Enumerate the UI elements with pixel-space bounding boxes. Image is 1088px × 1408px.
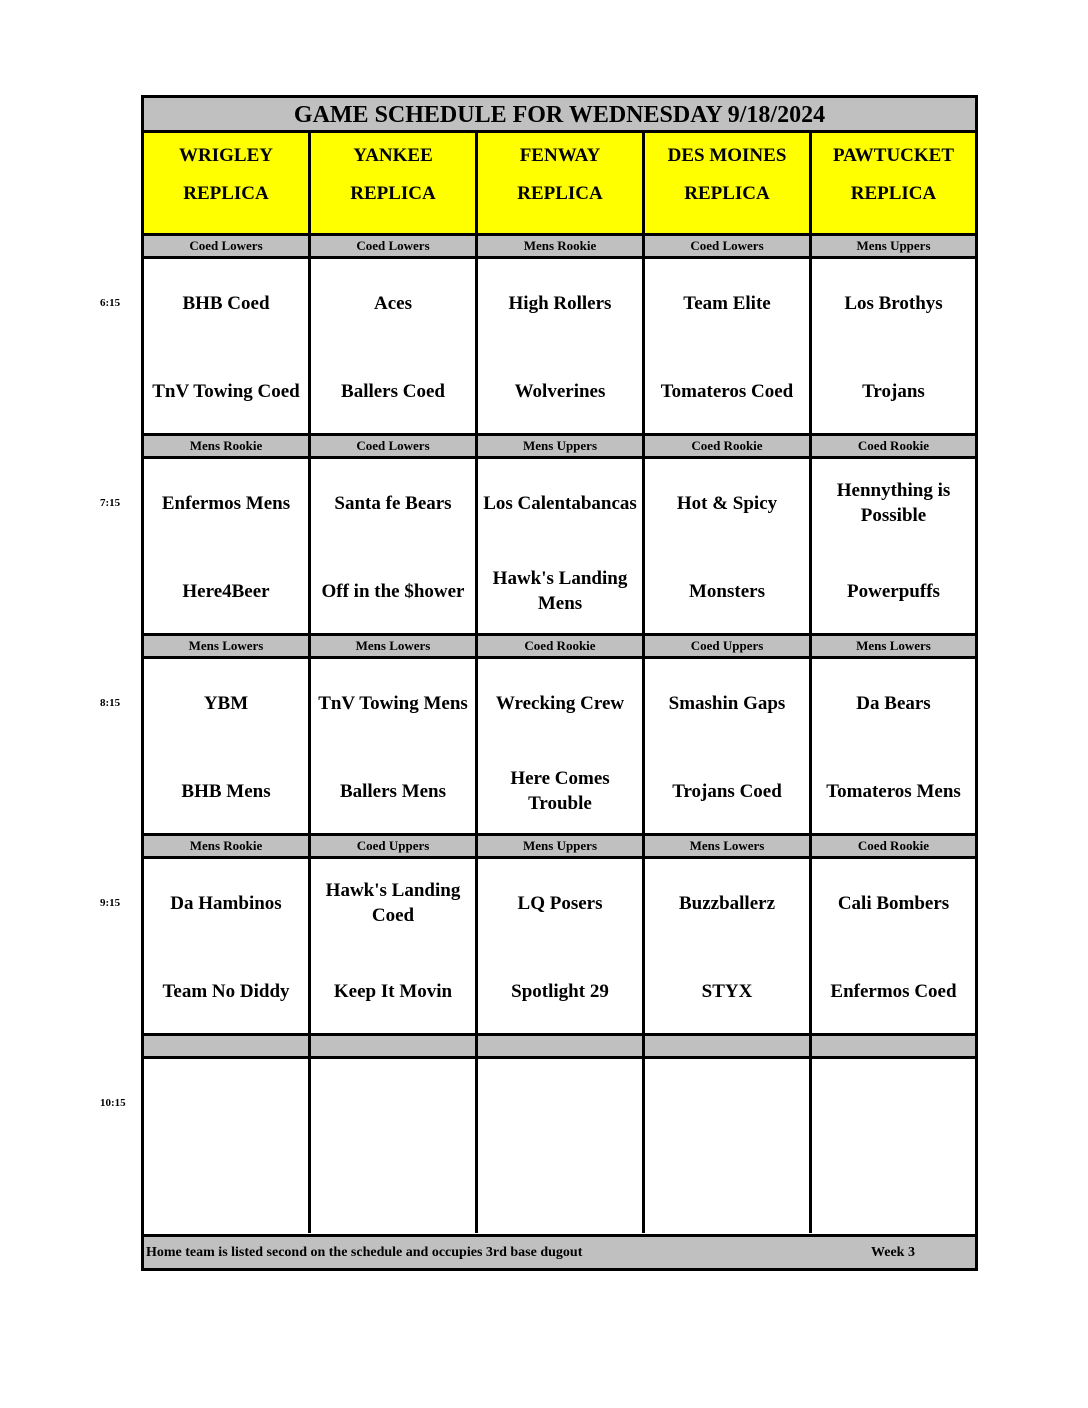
game-cell [478,1059,645,1233]
home-team [480,1163,640,1219]
division-label: Mens Uppers [478,436,645,456]
home-team: Ballers Mens [339,780,447,802]
field-header [478,133,645,233]
week-label: Week 3 [871,1245,915,1260]
away-team: Hot & Spicy [676,492,778,514]
game-cell [478,459,645,633]
home-team: Here4Beer [182,580,270,602]
field-header [645,133,812,233]
home-team: Powerpuffs [847,580,940,602]
division-label: Mens Rookie [478,236,645,256]
division-label: Mens Rookie [144,836,311,856]
away-team: Enfermos Mens [161,492,291,514]
game-cell [645,459,812,633]
division-row [144,233,975,259]
away-team: Hawk's Landing Coed [325,880,461,926]
division-label: Mens Lowers [645,836,812,856]
home-team: Wolverines [514,380,606,402]
home-team [814,1163,973,1219]
schedule-table [141,95,978,1271]
division-row [144,433,975,459]
game-cell [812,859,975,1033]
home-team: Hawk's Landing Mens [492,568,628,614]
field-name: PAWTUCKET [832,145,955,166]
time-column [0,0,140,1408]
home-team [146,1163,306,1219]
home-team-note: Home team is listed second on the schedule and occupies 3rd base dugout [146,1245,583,1260]
time-label: 6:15 [100,297,121,309]
time-label: 8:15 [100,697,121,709]
away-team [146,1075,306,1131]
time-label: 9:15 [100,897,121,909]
game-cell [478,259,645,433]
division-label [645,1036,812,1056]
division-label: Mens Rookie [144,436,311,456]
game-cell [311,859,478,1033]
game-cell [812,459,975,633]
game-cell [812,659,975,833]
home-team: Ballers Coed [341,380,445,402]
division-label: Mens Lowers [144,636,311,656]
home-team: Spotlight 29 [511,980,609,1002]
game-cell [311,1059,478,1233]
game-cell [478,659,645,833]
home-team: Here Comes Trouble [510,768,610,814]
home-team: Enfermos Coed [830,980,957,1002]
away-team [647,1075,807,1131]
division-label: Coed Rookie [812,436,975,456]
game-cell [144,859,311,1033]
game-row [144,259,975,433]
game-row [144,459,975,633]
division-label: Coed Rookie [478,636,645,656]
field-name: DES MOINES [667,145,787,166]
away-team: Da Bears [856,692,931,714]
home-team: Tomateros Coed [660,380,794,402]
away-team: Los Calentabancas [483,492,637,514]
away-team: YBM [203,692,249,714]
division-label: Coed Lowers [311,236,478,256]
away-team: BHB Coed [182,292,270,314]
division-label: Coed Lowers [144,236,311,256]
field-header [311,133,478,233]
division-label: Mens Uppers [478,836,645,856]
game-row [144,659,975,833]
away-team: Smashin Gaps [668,692,786,714]
home-team [313,1163,473,1219]
home-team: TnV Towing Coed [152,380,300,402]
division-label [812,1036,975,1056]
division-label: Coed Uppers [311,836,478,856]
away-team [313,1075,473,1131]
away-team [480,1075,640,1131]
game-cell [645,659,812,833]
game-cell [645,859,812,1033]
game-cell [144,259,311,433]
time-label: 7:15 [100,497,121,509]
game-cell [812,259,975,433]
field-type: REPLICA [350,183,436,204]
home-team: Off in the $hower [321,580,465,602]
field-type: REPLICA [183,183,269,204]
home-team: Team No Diddy [162,980,290,1002]
home-team: Monsters [689,580,765,602]
away-team: LQ Posers [517,892,603,914]
away-team: Wrecking Crew [495,692,625,714]
field-type: REPLICA [684,183,770,204]
division-row [144,833,975,859]
home-team: STYX [701,980,753,1002]
field-name: FENWAY [519,145,601,166]
home-team: Trojans [862,380,925,402]
game-cell [812,1059,975,1233]
field-type: REPLICA [517,183,603,204]
division-label [478,1036,645,1056]
game-cell [645,259,812,433]
division-label [311,1036,478,1056]
game-row [144,859,975,1033]
field-header-row [144,133,975,233]
game-cell [311,459,478,633]
away-team: Cali Bombers [837,892,950,914]
game-cell [144,659,311,833]
field-header [144,133,311,233]
field-header [812,133,975,233]
away-team: Hennything is Possible [836,480,951,526]
away-team: Los Brothys [844,292,943,314]
division-label: Mens Lowers [311,636,478,656]
division-label [144,1036,311,1056]
away-team: Aces [374,292,412,314]
home-team: Trojans Coed [672,780,782,802]
away-team: Team Elite [683,292,771,314]
away-team: Da Hambinos [170,892,282,914]
field-name: WRIGLEY [179,145,273,166]
away-team [814,1075,973,1131]
division-label: Coed Rookie [812,836,975,856]
game-cell [144,459,311,633]
home-team: Tomateros Mens [826,780,961,802]
game-row [144,1059,975,1233]
home-team [647,1163,807,1219]
away-team: High Rollers [508,292,612,314]
division-label: Coed Uppers [645,636,812,656]
division-label: Coed Lowers [645,236,812,256]
game-cell [478,859,645,1033]
game-cell [311,659,478,833]
game-cell [645,1059,812,1233]
game-cell [144,1059,311,1233]
division-row [144,1033,975,1059]
home-team: BHB Mens [181,780,271,802]
schedule-footer [144,1234,975,1268]
division-label: Mens Lowers [812,636,975,656]
division-label: Coed Lowers [311,436,478,456]
away-team: Buzzballerz [678,892,776,914]
time-label: 10:15 [100,1097,126,1109]
field-type: REPLICA [850,183,937,204]
schedule-title: GAME SCHEDULE FOR WEDNESDAY 9/18/2024 [144,98,975,133]
division-label: Coed Rookie [645,436,812,456]
division-label: Mens Uppers [812,236,975,256]
division-row [144,633,975,659]
away-team: TnV Towing Mens [318,692,468,714]
game-cell [311,259,478,433]
away-team: Santa fe Bears [334,492,452,514]
field-name: YANKEE [353,145,433,166]
home-team: Keep It Movin [333,980,453,1002]
